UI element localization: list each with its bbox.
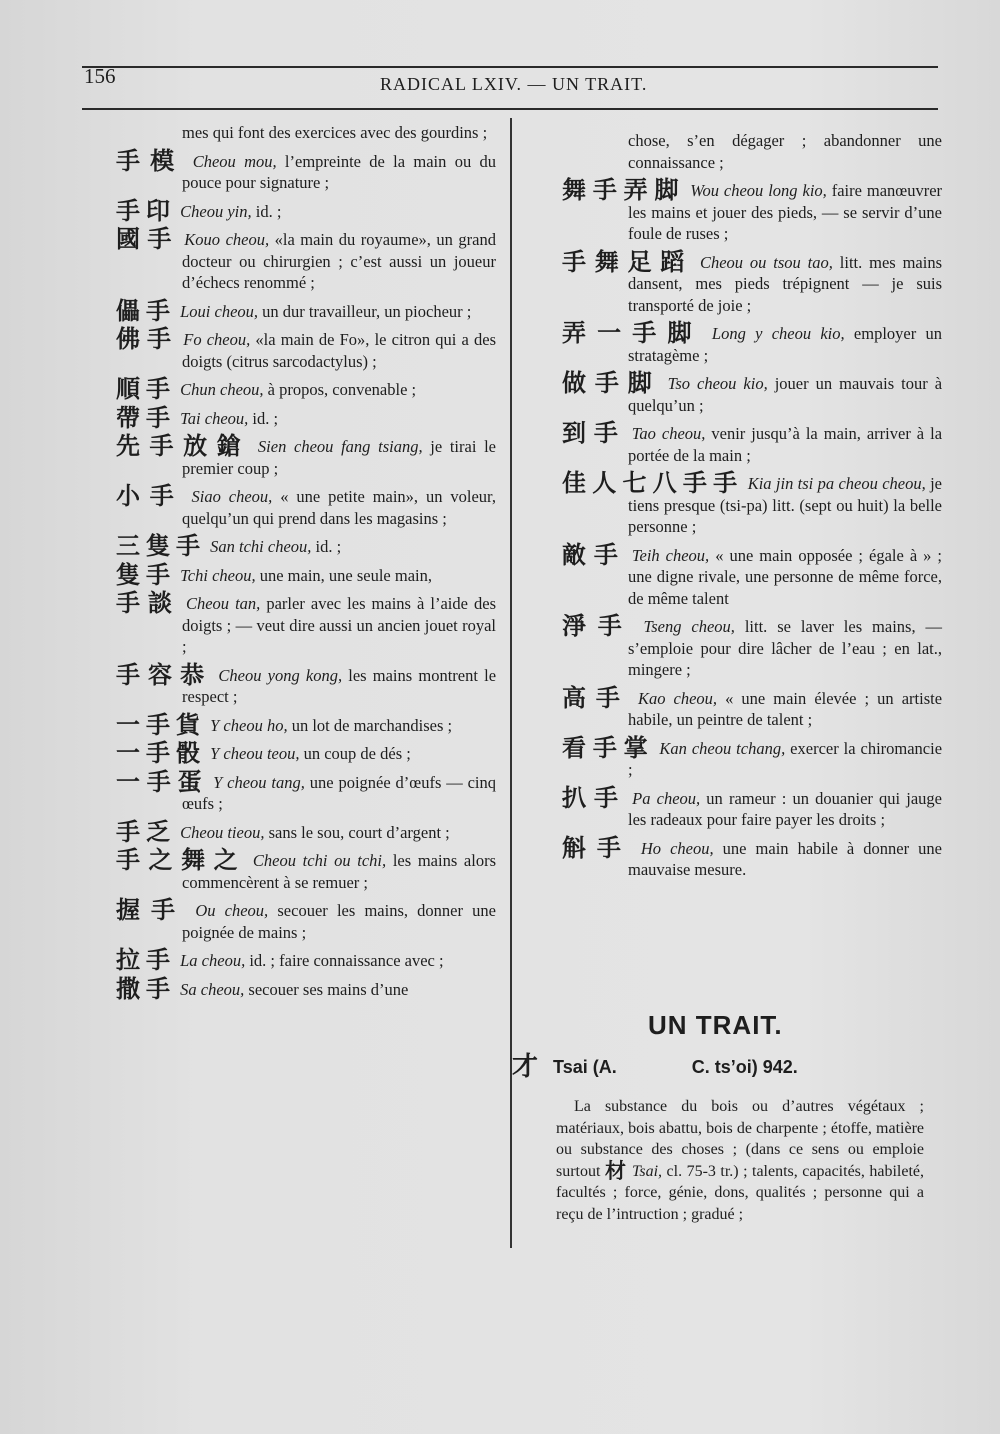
- entry-definition: litt. mes mains dansent, mes pieds trépignent — je suis transporté de joie ;: [628, 252, 942, 315]
- entry-definition: les mains alors commencèrent à se remuer ;: [182, 851, 496, 892]
- dictionary-entry: [116, 589, 497, 658]
- left-column: [116, 122, 496, 1007]
- dictionary-entry: [562, 733, 943, 781]
- entry-romanization: Cheou tchi ou tchi,: [252, 851, 387, 870]
- dictionary-entry: [562, 369, 943, 416]
- entry-definition: un dur travailleur, un piocheur ;: [258, 301, 472, 321]
- dictionary-entry: [116, 532, 496, 560]
- entry-characters: 舞手弄脚: [562, 176, 686, 204]
- dictionary-entry: [116, 974, 496, 1003]
- entry-characters: 斛手: [562, 833, 632, 862]
- entry-romanization: Teih cheou,: [631, 545, 710, 565]
- entry-definition: venir jusqu’à la main, arriver à la portée de la main ;: [628, 424, 943, 465]
- dictionary-entry: [116, 375, 496, 403]
- entry-romanization: Y cheou ho,: [210, 715, 288, 735]
- definition-romanization: Tsai,: [631, 1162, 663, 1180]
- entry-romanization: Y cheou teou,: [210, 744, 300, 763]
- entry-romanization: Chun cheou,: [180, 380, 264, 399]
- entry-characters: 先手放鎗: [116, 432, 251, 460]
- entry-characters: 看手掌: [562, 733, 655, 762]
- dictionary-entry: [562, 419, 943, 466]
- dictionary-entry: [562, 469, 942, 538]
- entry-characters: 佛手: [116, 325, 179, 353]
- entry-characters: 一手蛋: [116, 767, 209, 796]
- entry-romanization: San tchi cheou,: [210, 537, 312, 556]
- running-title: RADICAL LXIV. — UN TRAIT.: [380, 74, 648, 94]
- dictionary-entry: [562, 176, 943, 245]
- entry-romanization: Wou cheou long kio,: [690, 181, 827, 200]
- entry-characters: 手模: [116, 146, 185, 175]
- entry-characters: 握手: [116, 896, 187, 924]
- dictionary-entry: [562, 130, 942, 173]
- entry-romanization: Tseng cheou,: [643, 617, 735, 636]
- right-column: [562, 130, 942, 888]
- entry-romanization: Y cheou tang,: [213, 772, 305, 792]
- definition-text-1: La substance du bois ou d’autres végétaux ; matériaux, bois abattu, bois de charpente ; étoffe, matière ou substance des choses ; (dans ce sens ou emploie surtout: [556, 1098, 924, 1180]
- dictionary-entry: [562, 683, 943, 731]
- entry-characters: 手之舞之: [116, 846, 247, 874]
- entry-definition: « une main élevée ; un artiste habile, un peintre de talent ;: [628, 688, 943, 729]
- entry-romanization: Kouo cheou,: [184, 230, 270, 249]
- entry-definition: l’empreinte de la main ou du pouce pour signature ;: [182, 151, 497, 192]
- entry-definition: secouer ses mains d’une: [244, 979, 409, 999]
- entry-characters: 佳人七八手手: [562, 469, 744, 497]
- character-head-entry: [512, 1046, 912, 1083]
- entry-definition: « une main opposée ; égale à » ; une digne rivale, une personne de même force, de même talent: [628, 545, 943, 608]
- dictionary-entry: [116, 403, 496, 432]
- entry-romanization: Loui cheou,: [180, 301, 259, 321]
- dictionary-entry: [116, 946, 496, 974]
- entry-definition: chose, s’en dégager ; abandonner une connaissance ;: [628, 131, 942, 172]
- entry-romanization: Ho cheou,: [640, 838, 714, 858]
- entry-romanization: Tao cheou,: [631, 424, 706, 443]
- dictionary-entry: [116, 739, 496, 767]
- entry-definition: je tirai le premier coup ;: [182, 437, 497, 478]
- entry-characters: 手談: [116, 589, 180, 617]
- entry-romanization: Cheou ou tsou tao,: [699, 252, 833, 272]
- entry-characters: 國手: [116, 225, 179, 253]
- dictionary-entry: [116, 896, 496, 943]
- dictionary-entry: [116, 146, 497, 194]
- entry-romanization: Cheou yin,: [180, 201, 252, 221]
- entry-characters: 一手骰: [116, 739, 206, 767]
- definition-character: 材: [604, 1158, 628, 1183]
- entry-romanization: Fo cheou,: [183, 330, 251, 349]
- entry-characters: 三隻手: [116, 532, 206, 560]
- entry-definition: exercer la chiromancie ;: [628, 738, 943, 779]
- entry-definition: un rameur : un douanier qui jauge les radeaux pour faire payer les droits ;: [628, 788, 942, 829]
- dictionary-entry: [116, 196, 496, 225]
- entry-characters: 手容恭: [116, 660, 213, 689]
- entry-romanization: Siao cheou,: [191, 487, 273, 506]
- entry-definition: sans le sou, court d’argent ;: [264, 822, 450, 842]
- entry-characters: 手舞足蹈: [562, 247, 694, 276]
- dictionary-entry: [562, 612, 943, 681]
- entry-definition: id. ;: [251, 201, 282, 221]
- entry-romanization: Pa cheou,: [632, 788, 701, 808]
- entry-romanization: Kia jin tsi pa cheou cheou,: [747, 474, 926, 493]
- entry-definition: les mains montrent le respect ;: [182, 665, 497, 706]
- dictionary-entry: [562, 783, 942, 831]
- dictionary-entry: [116, 560, 496, 589]
- entry-definition: un lot de marchandises ;: [287, 715, 453, 735]
- entry-definition: à propos, convenable ;: [263, 380, 417, 399]
- entry-characters: 做手脚: [562, 369, 661, 397]
- entry-characters: 隻手: [116, 560, 176, 589]
- dictionary-entry: [116, 846, 496, 893]
- entry-characters: 手乏: [116, 817, 176, 846]
- entry-definition: une poignée d’œufs — cinq œufs ;: [182, 772, 497, 813]
- entry-definition: une main habile à donner une mauvaise mesure.: [628, 838, 942, 879]
- entry-characters: 手印: [116, 196, 176, 225]
- entry-romanization: Kao cheou,: [637, 688, 718, 708]
- entry-characters: 淨手: [562, 612, 634, 640]
- entry-definition: jouer un mauvais tour à quelqu’un ;: [628, 374, 943, 415]
- entry-romanization: La cheou,: [180, 951, 246, 970]
- dictionary-entry: [116, 225, 496, 294]
- head-code: C. ts’oi) 942.: [691, 1057, 798, 1077]
- entry-characters: 敵手: [562, 540, 626, 569]
- entry-characters: 撒手: [116, 974, 176, 1003]
- dictionary-entry: [116, 660, 497, 708]
- entry-definition: litt. se laver les mains, — s’emploie pour dire lâcher de l’eau ; en lat., mingere ;: [628, 617, 943, 679]
- entry-definition: une main, une seule main,: [255, 565, 433, 585]
- entry-definition: «la main du royaume», un grand docteur ou chirurgien ; c’est aussi un joueur d’échecs renommé ;: [182, 230, 496, 292]
- dictionary-entry: [116, 482, 497, 529]
- entry-romanization: Long y cheou kio,: [711, 324, 845, 343]
- dictionary-entry: [116, 817, 496, 846]
- dictionary-entry: [562, 833, 942, 881]
- dictionary-entry: [116, 710, 496, 739]
- entry-definition: id. ; faire connaissance avec ;: [245, 951, 444, 970]
- entry-romanization: Sa cheou,: [180, 979, 245, 999]
- entry-characters: 高手: [562, 683, 630, 712]
- entry-definition: employer un stratagème ;: [628, 324, 943, 365]
- entry-characters: 一手貨: [116, 710, 206, 739]
- entry-definition: mes qui font des exercices avec des gourdins ;: [182, 123, 488, 142]
- entry-definition: «la main de Fo», le citron qui a des doigts (citrus sarcodactylus) ;: [182, 330, 497, 371]
- entry-definition: id. ;: [311, 537, 342, 556]
- section-heading: UN TRAIT.: [648, 1010, 783, 1040]
- entry-characters: 帶手: [116, 403, 176, 432]
- entry-definition: je tiens presque (tsi-pa) litt. (sept ou huit) la belle personne ;: [628, 474, 942, 536]
- dictionary-entry: [116, 296, 496, 325]
- definition-text-2: cl. 75-3 tr.) ; talents, capacités, habileté, facultés ; force, génie, dons, qualités ; personne qui a reçu de l’intruction ; gradué ;: [556, 1162, 925, 1223]
- entry-characters: 小手: [116, 482, 184, 510]
- dictionary-entry: [562, 319, 943, 366]
- entry-romanization: Cheou mou,: [192, 151, 277, 171]
- dictionary-entry: [116, 122, 496, 144]
- dictionary-entry: [562, 540, 943, 610]
- head-romanization: Tsai (A.: [553, 1057, 617, 1077]
- entry-definition: un coup de dés ;: [299, 744, 411, 763]
- head-definition: [556, 1096, 924, 1225]
- entry-romanization: Tai cheou,: [180, 408, 249, 428]
- entry-definition: « une petite main», un voleur, quelqu’un qui prend dans les magasins ;: [182, 487, 497, 528]
- entry-definition: faire manœuvrer les mains et jouer des pieds, — se servir d’une foule de ruses ;: [628, 181, 943, 243]
- header-top-rule: [82, 66, 938, 68]
- dictionary-entry: [116, 325, 497, 372]
- page-number: 156: [84, 64, 116, 88]
- entry-romanization: Cheou tieou,: [180, 822, 265, 842]
- entry-characters: 順手: [116, 375, 176, 403]
- entry-characters: 拉手: [116, 946, 176, 974]
- dictionary-entry: [116, 767, 497, 815]
- entry-romanization: Sien cheou fang tsiang,: [257, 437, 423, 456]
- entry-definition: id. ;: [248, 408, 279, 428]
- dictionary-entry: [116, 432, 497, 479]
- entry-definition: secouer les mains, donner une poignée de mains ;: [182, 901, 496, 942]
- entry-characters: 扒手: [562, 783, 627, 812]
- dictionary-entry: [562, 247, 942, 317]
- entry-romanization: Cheou yong kong,: [218, 665, 343, 685]
- entry-romanization: Tso cheou kio,: [667, 374, 768, 393]
- entry-romanization: Kan cheou tchang,: [659, 738, 786, 758]
- entry-definition: parler avec les mains à l’aide des doigts ; — veut dire aussi un ancien jouet royal ;: [182, 594, 497, 656]
- head-character: 才: [512, 1052, 545, 1082]
- entry-romanization: Tchi cheou,: [180, 565, 256, 585]
- entry-romanization: Ou cheou,: [195, 901, 269, 920]
- header-bottom-rule: [82, 108, 938, 110]
- entry-characters: 到手: [562, 419, 626, 447]
- entry-characters: 儡手: [116, 296, 176, 325]
- entry-characters: 弄一手脚: [562, 319, 703, 347]
- entry-romanization: Cheou tan,: [185, 594, 261, 613]
